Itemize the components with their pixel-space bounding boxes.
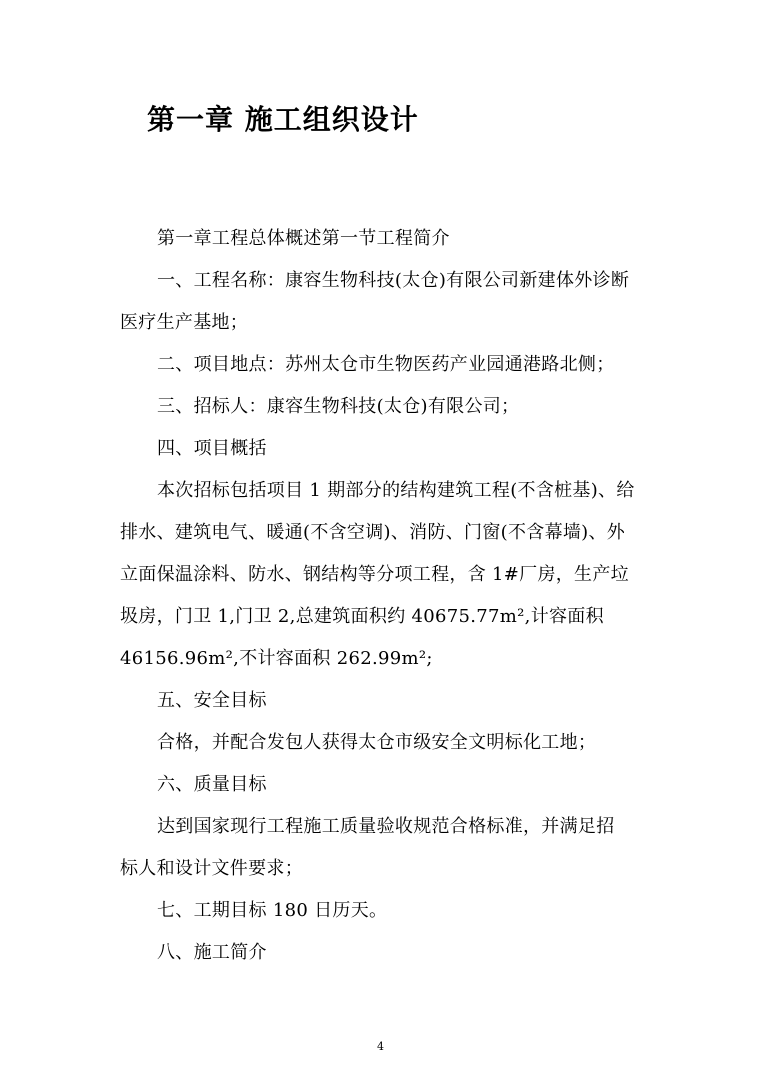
schedule-target-line: 七、工期目标 180 日历天。 (157, 900, 388, 921)
project-summary-line-3: 立面保温涂料、防水、钢结构等分项工程，含 1#厂房，生产垃 (120, 564, 629, 585)
quality-target-text-2: 标人和设计文件要求； (120, 858, 303, 879)
safety-target-heading: 五、安全目标 (157, 690, 267, 711)
construction-brief-heading: 八、施工简介 (157, 942, 267, 963)
quality-target-heading: 六、质量目标 (157, 774, 267, 795)
project-summary-line-5: 46156.96m²,不计容面积 262.99m²; (120, 648, 433, 669)
project-summary-line-4: 圾房，门卫 1,门卫 2,总建筑面积约 40675.77m²,计容面积 (120, 606, 604, 627)
project-name-line: 一、工程名称：康容生物科技(太仓)有限公司新建体外诊断 (157, 270, 630, 291)
chapter-title: 第一章 施工组织设计 (147, 103, 419, 136)
section-heading-overview: 第一章工程总体概述第一节工程简介 (157, 228, 450, 249)
project-name-continuation: 医疗生产基地； (120, 312, 249, 333)
quality-target-text-1: 达到国家现行工程施工质量验收规范合格标准，并满足招 (157, 816, 615, 837)
document-body (120, 218, 645, 974)
safety-target-text: 合格，并配合发包人获得太仓市级安全文明标化工地； (157, 732, 597, 753)
tenderer-line: 三、招标人：康容生物科技(太仓)有限公司； (157, 396, 520, 417)
page-number: 4 (377, 1040, 384, 1053)
project-summary-heading: 四、项目概括 (157, 438, 267, 459)
project-summary-line-2: 排水、建筑电气、暖通(不含空调)、消防、门窗(不含幕墙)、外 (120, 522, 626, 543)
project-summary-line-1: 本次招标包括项目 1 期部分的结构建筑工程(不含桩基)、给 (157, 480, 635, 501)
project-location-line: 二、项目地点：苏州太仓市生物医药产业园通港路北侧； (157, 354, 615, 375)
